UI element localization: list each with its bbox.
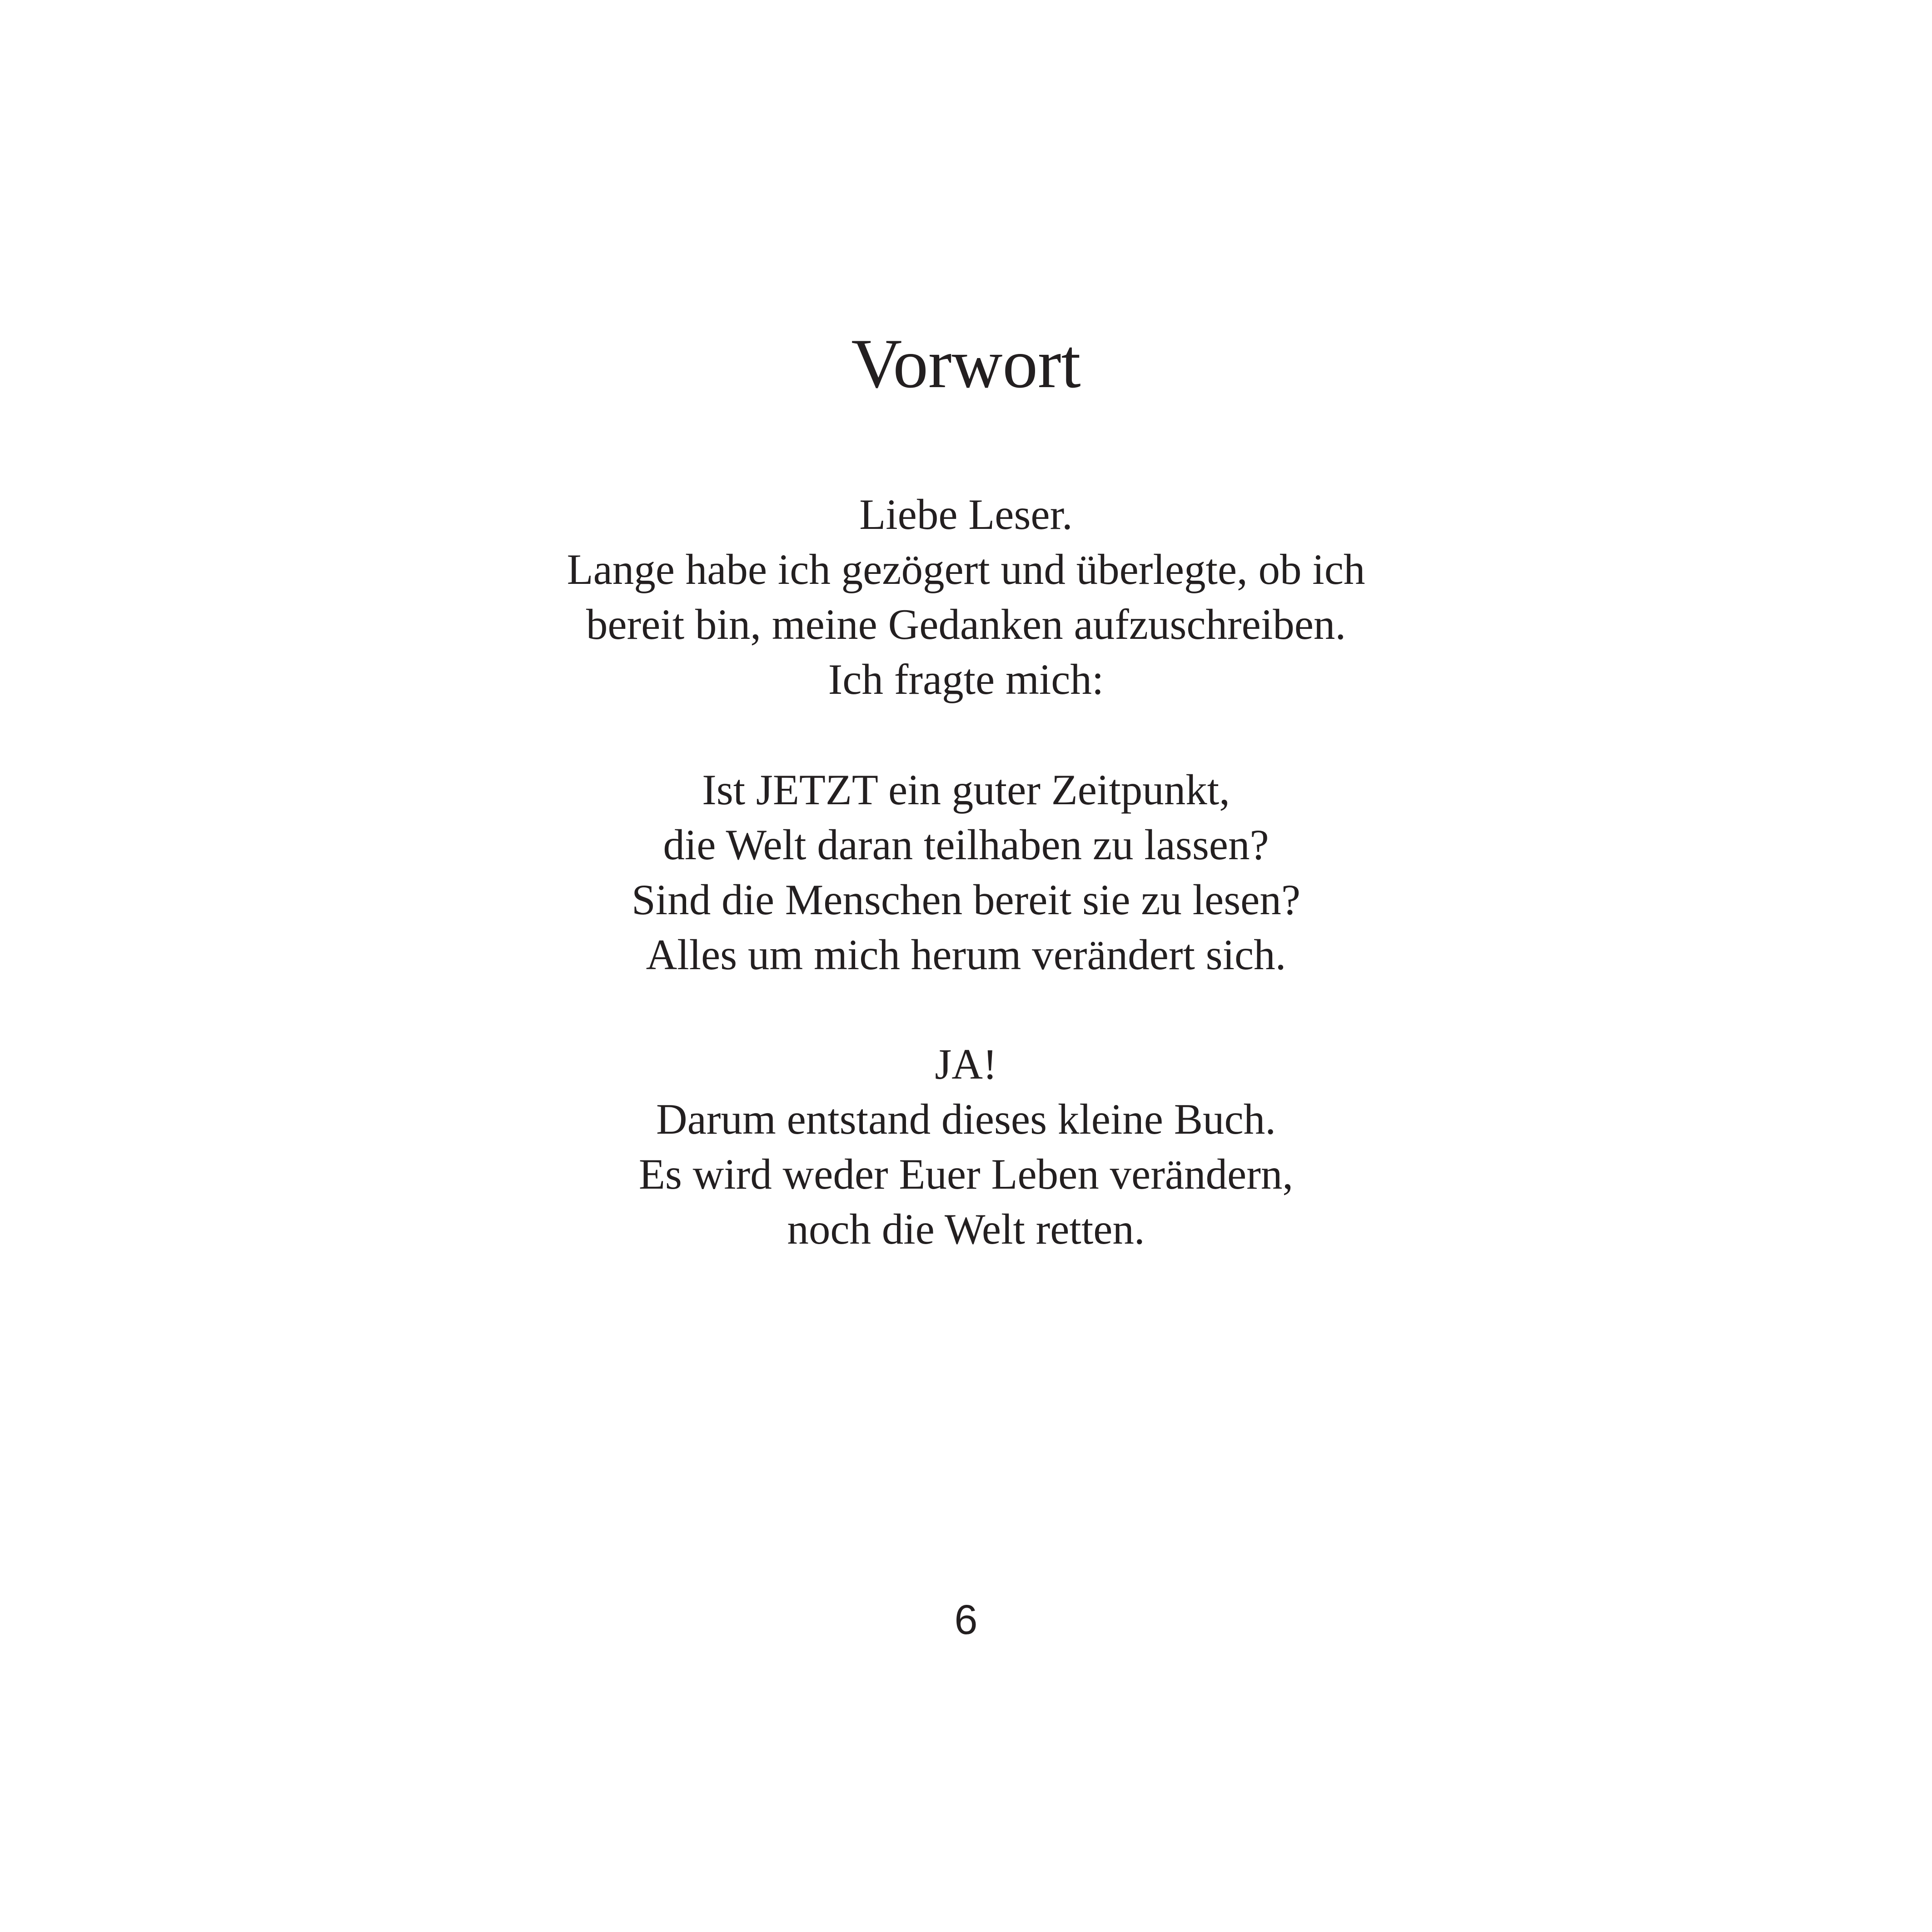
- text-line: Sind die Menschen bereit sie zu lesen?: [631, 876, 1301, 924]
- stanza-questions: [0, 762, 1932, 982]
- text-line: Darum entstand dieses kleine Buch.: [656, 1095, 1276, 1143]
- text-line: noch die Welt retten.: [787, 1205, 1145, 1253]
- text-line: JA!: [935, 1040, 997, 1088]
- text-line: die Welt daran teilhaben zu lassen?: [663, 821, 1269, 869]
- text-line: bereit bin, meine Gedanken aufzuschreiben.: [586, 600, 1346, 648]
- page-title: Vorwort: [851, 324, 1081, 403]
- page-number: 6: [954, 1597, 978, 1643]
- text-line: Alles um mich herum verändert sich.: [646, 931, 1286, 979]
- text-line: Lange habe ich gezögert und überlegte, ob ich: [567, 545, 1365, 593]
- text-line: Ist JETZT ein guter Zeitpunkt,: [702, 766, 1230, 814]
- text-line: Es wird weder Euer Leben verändern,: [638, 1150, 1294, 1198]
- text-line: Ich fragte mich:: [828, 655, 1104, 703]
- text-line: Liebe Leser.: [859, 490, 1073, 538]
- stanza-answer: [0, 1037, 1932, 1257]
- stanza-greeting: [0, 487, 1932, 707]
